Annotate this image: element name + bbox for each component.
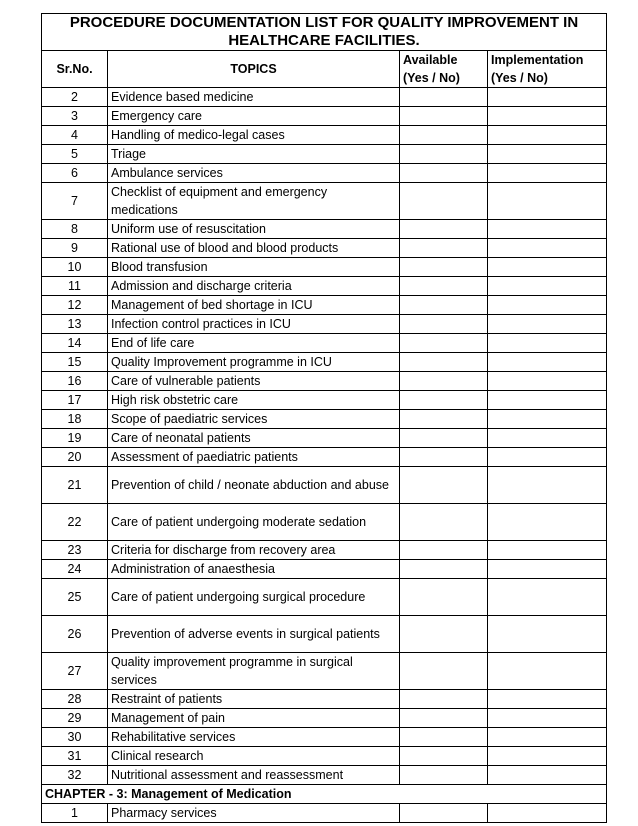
topic-cell: Handling of medico-legal cases [108,126,400,145]
implementation-cell[interactable] [488,448,607,467]
topic-cell: Ambulance services [108,164,400,183]
table-row [42,164,607,183]
implementation-cell[interactable] [488,709,607,728]
implementation-cell[interactable] [488,616,607,653]
topic-cell: Blood transfusion [108,258,400,277]
sr-no-cell: 7 [42,183,108,220]
table-row [42,467,607,504]
sr-no-cell: 28 [42,690,108,709]
implementation-cell[interactable] [488,334,607,353]
available-cell[interactable] [400,220,488,239]
topic-cell: Prevention of child / neonate abduction and abuse [108,467,400,504]
topic-cell: Criteria for discharge from recovery area [108,541,400,560]
table-row [42,690,607,709]
implementation-cell[interactable] [488,353,607,372]
topic-cell: Clinical research [108,747,400,766]
procedure-documentation-table [41,13,607,823]
available-cell[interactable] [400,277,488,296]
implementation-header-line1: Implementation [491,53,584,67]
available-cell[interactable] [400,164,488,183]
available-cell[interactable] [400,766,488,785]
table-row [42,410,607,429]
available-cell[interactable] [400,560,488,579]
chapter-row [42,785,607,804]
table-row [42,560,607,579]
sr-no-cell: 19 [42,429,108,448]
table-row [42,353,607,372]
table-row [42,372,607,391]
available-cell[interactable] [400,747,488,766]
sr-no-cell: 5 [42,145,108,164]
implementation-cell[interactable] [488,504,607,541]
sr-no-cell: 16 [42,372,108,391]
available-cell[interactable] [400,239,488,258]
table-row [42,220,607,239]
table-row [42,391,607,410]
sr-no-cell: 4 [42,126,108,145]
topic-cell: Pharmacy services [108,804,400,823]
available-cell[interactable] [400,315,488,334]
topic-cell: Administration of anaesthesia [108,560,400,579]
sr-no-cell: 26 [42,616,108,653]
topic-cell: Infection control practices in ICU [108,315,400,334]
available-cell[interactable] [400,579,488,616]
table-row [42,766,607,785]
implementation-cell[interactable] [488,560,607,579]
available-cell[interactable] [400,183,488,220]
table-row [42,579,607,616]
implementation-cell[interactable] [488,653,607,690]
topic-cell: Rational use of blood and blood products [108,239,400,258]
topic-cell: Scope of paediatric services [108,410,400,429]
implementation-header [488,51,607,88]
sr-no-cell: 21 [42,467,108,504]
topic-cell: Restraint of patients [108,690,400,709]
topics-header: TOPICS [108,51,400,88]
implementation-cell[interactable] [488,164,607,183]
sr-no-header: Sr.No. [42,51,108,88]
header-row [42,51,607,88]
table-row [42,334,607,353]
table-row [42,315,607,334]
implementation-cell[interactable] [488,372,607,391]
available-cell[interactable] [400,448,488,467]
table-row [42,747,607,766]
implementation-cell[interactable] [488,391,607,410]
sr-no-cell: 17 [42,391,108,410]
topic-cell: Quality Improvement programme in ICU [108,353,400,372]
document-title: PROCEDURE DOCUMENTATION LIST FOR QUALITY IMPROVEMENT IN HEALTHCARE FACILITIES. [42,14,607,51]
sr-no-cell: 27 [42,653,108,690]
sr-no-cell: 30 [42,728,108,747]
chapter-heading: CHAPTER - 3: Management of Medication [42,785,607,804]
topic-cell: Care of vulnerable patients [108,372,400,391]
sr-no-cell: 31 [42,747,108,766]
sr-no-cell: 1 [42,804,108,823]
sr-no-cell: 11 [42,277,108,296]
available-cell[interactable] [400,334,488,353]
available-cell[interactable] [400,728,488,747]
topic-cell: Emergency care [108,107,400,126]
available-cell[interactable] [400,258,488,277]
implementation-cell[interactable] [488,804,607,823]
topic-cell: Admission and discharge criteria [108,277,400,296]
available-cell[interactable] [400,88,488,107]
implementation-cell[interactable] [488,747,607,766]
implementation-header-line2: (Yes / No) [491,71,548,85]
implementation-cell[interactable] [488,258,607,277]
topic-cell: Checklist of equipment and emergency medications [108,183,400,220]
table-row [42,107,607,126]
available-cell[interactable] [400,504,488,541]
sr-no-cell: 13 [42,315,108,334]
sr-no-cell: 25 [42,579,108,616]
sr-no-cell: 2 [42,88,108,107]
topic-cell: Uniform use of resuscitation [108,220,400,239]
topic-cell: Care of neonatal patients [108,429,400,448]
implementation-cell[interactable] [488,126,607,145]
available-cell[interactable] [400,410,488,429]
implementation-cell[interactable] [488,766,607,785]
topic-cell: Evidence based medicine [108,88,400,107]
implementation-cell[interactable] [488,239,607,258]
sr-no-cell: 32 [42,766,108,785]
table-row [42,429,607,448]
topic-cell: Care of patient undergoing moderate sedation [108,504,400,541]
table-row [42,239,607,258]
available-cell[interactable] [400,391,488,410]
sr-no-cell: 18 [42,410,108,429]
available-header [400,51,488,88]
available-cell[interactable] [400,541,488,560]
topic-cell: Prevention of adverse events in surgical patients [108,616,400,653]
sr-no-cell: 14 [42,334,108,353]
topic-cell: Care of patient undergoing surgical procedure [108,579,400,616]
table-row [42,126,607,145]
available-cell[interactable] [400,372,488,391]
implementation-cell[interactable] [488,690,607,709]
available-cell[interactable] [400,690,488,709]
implementation-cell[interactable] [488,277,607,296]
sr-no-cell: 8 [42,220,108,239]
available-cell[interactable] [400,804,488,823]
implementation-cell[interactable] [488,315,607,334]
table-row [42,541,607,560]
topic-cell: Quality improvement programme in surgical services [108,653,400,690]
sr-no-cell: 15 [42,353,108,372]
implementation-cell[interactable] [488,467,607,504]
chapter-body [42,785,607,823]
sr-no-cell: 23 [42,541,108,560]
implementation-cell[interactable] [488,107,607,126]
table-row [42,709,607,728]
topic-cell: End of life care [108,334,400,353]
available-cell[interactable] [400,429,488,448]
topic-cell: Nutritional assessment and reassessment [108,766,400,785]
implementation-cell[interactable] [488,88,607,107]
implementation-cell[interactable] [488,728,607,747]
available-cell[interactable] [400,709,488,728]
sr-no-cell: 9 [42,239,108,258]
implementation-cell[interactable] [488,410,607,429]
available-cell[interactable] [400,107,488,126]
available-cell[interactable] [400,126,488,145]
implementation-cell[interactable] [488,579,607,616]
implementation-cell[interactable] [488,429,607,448]
implementation-cell[interactable] [488,220,607,239]
available-cell[interactable] [400,296,488,315]
table-row [42,448,607,467]
table-row [42,88,607,107]
table-row [42,653,607,690]
table-row [42,728,607,747]
topic-cell: Assessment of paediatric patients [108,448,400,467]
sr-no-cell: 20 [42,448,108,467]
sr-no-cell: 24 [42,560,108,579]
available-cell[interactable] [400,616,488,653]
sr-no-cell: 12 [42,296,108,315]
available-cell[interactable] [400,353,488,372]
sr-no-cell: 6 [42,164,108,183]
table-row [42,277,607,296]
available-header-line2: (Yes / No) [403,71,460,85]
implementation-cell[interactable] [488,183,607,220]
table-row [42,504,607,541]
table-row [42,145,607,164]
sr-no-cell: 10 [42,258,108,277]
table-row [42,616,607,653]
available-cell[interactable] [400,145,488,164]
topic-cell: High risk obstetric care [108,391,400,410]
table-row [42,183,607,220]
topic-cell: Rehabilitative services [108,728,400,747]
sr-no-cell: 22 [42,504,108,541]
available-header-line1: Available [403,53,458,67]
available-cell[interactable] [400,467,488,504]
implementation-cell[interactable] [488,541,607,560]
implementation-cell[interactable] [488,145,607,164]
implementation-cell[interactable] [488,296,607,315]
available-cell[interactable] [400,653,488,690]
topic-cell: Management of bed shortage in ICU [108,296,400,315]
sr-no-cell: 3 [42,107,108,126]
topic-cell: Management of pain [108,709,400,728]
sr-no-cell: 29 [42,709,108,728]
table-row [42,804,607,823]
table-row [42,258,607,277]
topic-cell: Triage [108,145,400,164]
table-row [42,296,607,315]
rows-body [42,88,607,785]
